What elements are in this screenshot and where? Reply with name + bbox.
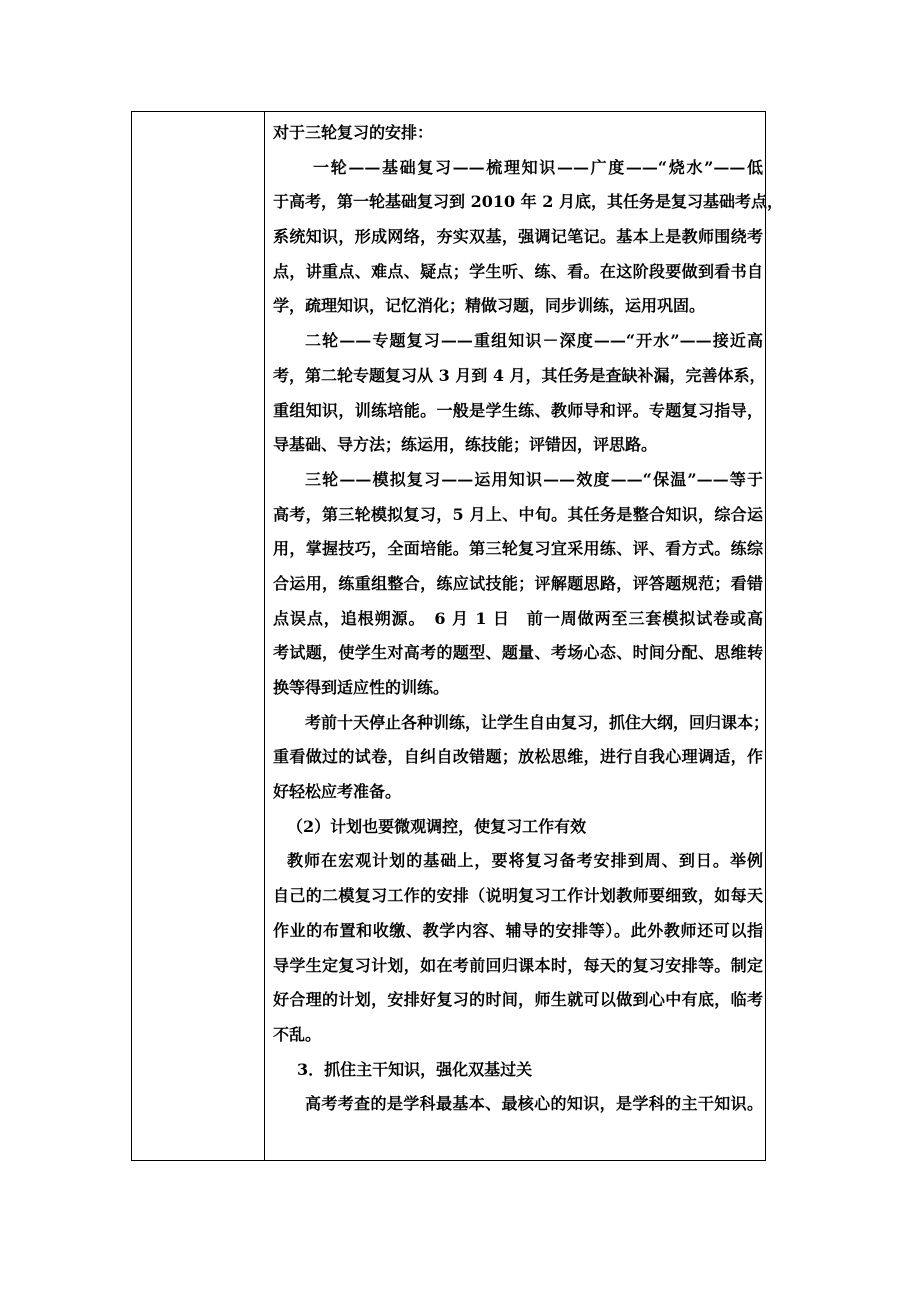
text-line: 换等得到适应性的训练。 (273, 678, 450, 697)
section-heading: （2）计划也要微观调控，使复习工作有效 (287, 816, 587, 836)
text-line: 不乱。 (273, 1024, 322, 1044)
text-line: 点，讲重点、难点、疑点；学生听、练、看。在这阶段要做到看书自 (273, 261, 763, 281)
column-divider (264, 111, 265, 1161)
text-line: 一轮——基础复习——梳理知识——广度——“烧水”——低 (313, 157, 763, 177)
text-line: 高考考查的是学科最基本、最核心的知识，是学科的主干知识。 (305, 1094, 763, 1114)
text-line: 用，掌握技巧，全面培能。第三轮复习宜采用练、评、看方式。练综 (273, 539, 763, 559)
text-line: 导基础、导方法；练运用，练技能；评错因，评思路。 (273, 435, 658, 455)
text-line: 作业的布置和收缴、教学内容、辅导的安排等）。此外教师还可以指 (273, 920, 763, 940)
text-line: 考前十天停止各种训练，让学生自由复习，抓住大纲，回归课本； (305, 712, 770, 732)
text-line: 重看做过的试卷，自纠自改错题；放松思维，进行自我心理调适，作 (273, 747, 763, 767)
text-line: 教师在宏观计划的基础上，要将复习备考安排到周、到日。举例 (287, 851, 763, 871)
text-line: 考，第二轮专题复习从 3 月到 4 月，其任务是查缺补漏，完善体系， (273, 365, 766, 385)
text-line: 学，疏理知识，记忆消化；精做习题，同步训练，运用巩固。 (273, 296, 706, 316)
text-line: 系统知识，形成网络，夯实双基，强调记笔记。基本上是教师围绕考 (273, 227, 763, 247)
text-line: 二轮——专题复习——重组知识－深度——“开水”——接近高 (305, 331, 763, 351)
text-line: 重组知识，训练培能。一般是学生练、教师导和评。专题复习指导， (273, 400, 763, 420)
content-cell (273, 116, 783, 1122)
text-line: 好轻松应考准备。 (273, 782, 402, 802)
text-line: 三轮——模拟复习——运用知识——效度——“保温”——等于 (305, 469, 763, 489)
text-line: 高考，第三轮模拟复习，5 月上、中旬。其任务是整合知识，综合运 (273, 504, 763, 524)
left-empty-cell (132, 112, 264, 1160)
text-line: 好合理的计划，安排好复习的时间，师生就可以做到心中有底，临考 (273, 990, 763, 1010)
text-line: 导学生定复习计划，如在考前回归课本时，每天的复习安排等。制定 (273, 955, 763, 975)
text-line: 合运用，练重组整合，练应试技能；评解题思路，评答题规范；看错 (273, 573, 763, 593)
text-line: 考试题，使学生对高考的题型、题量、考场心态、时间分配、思维转 (273, 643, 763, 663)
text-line: 于高考，第一轮基础复习到 2010 年 2 月底，其任务是复习基础考点， (273, 192, 783, 212)
text-line: 对于三轮复习的安排： (273, 123, 434, 142)
section-heading: 3．抓住主干知识，强化双基过关 (297, 1059, 533, 1079)
text-line: 自己的二模复习工作的安排（说明复习工作计划教师要细致，如每天 (273, 886, 763, 906)
text-line: 点误点，追根朔源。 6 月 1 日 前一周做两至三套模拟试卷或高 (273, 608, 763, 628)
